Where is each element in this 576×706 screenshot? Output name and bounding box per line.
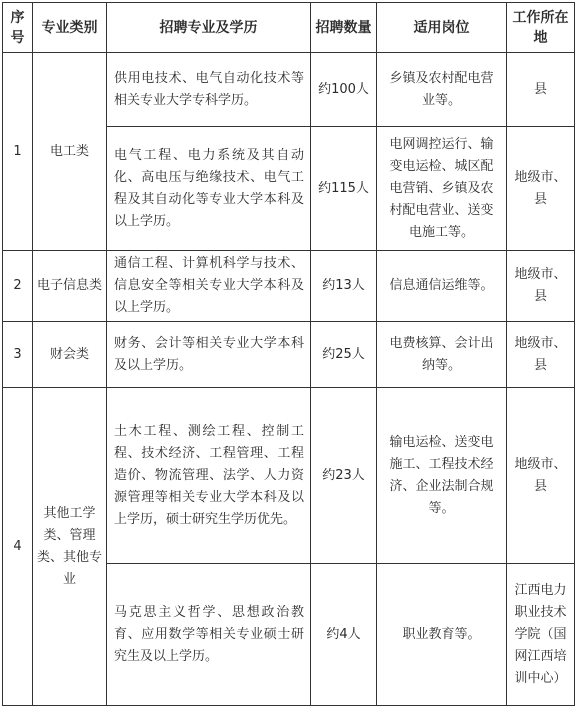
header-row bbox=[3, 3, 575, 53]
row-seq: 3 bbox=[3, 322, 33, 388]
header-seq: 序号 bbox=[3, 3, 33, 53]
row-seq: 4 bbox=[3, 388, 33, 706]
row-major: 财务、会计等相关专业大学本科及以上学历。 bbox=[107, 322, 311, 388]
row-position: 职业教育等。 bbox=[377, 564, 507, 706]
row-count: 约115人 bbox=[311, 127, 377, 251]
row-major: 土木工程、测绘工程、控制工程、技术经济、工程管理、工程造价、物流管理、法学、人力资源管理等相关专业大学本科及以上学历，硕士研究生学历优先。 bbox=[107, 388, 311, 564]
row-location: 江西电力职业技术学院（国网江西培训中心） bbox=[507, 564, 575, 706]
row-location: 地级市、县 bbox=[507, 251, 575, 322]
table-row bbox=[3, 322, 575, 388]
header-major: 招聘专业及学历 bbox=[107, 3, 311, 53]
row-position: 乡镇及农村配电营业等。 bbox=[377, 53, 507, 127]
row-major: 供用电技术、电气自动化技术等相关专业大学专科学历。 bbox=[107, 53, 311, 127]
row-category: 其他工学类、管理类、其他专业 bbox=[33, 388, 107, 706]
recruitment-table bbox=[2, 2, 575, 706]
header-position: 适用岗位 bbox=[377, 3, 507, 53]
row-major: 马克思主义哲学、思想政治教育、应用数学等相关专业硕士研究生及以上学历。 bbox=[107, 564, 311, 706]
row-major: 通信工程、计算机科学与技术、信息安全等相关专业大学本科及以上学历。 bbox=[107, 251, 311, 322]
row-seq: 1 bbox=[3, 53, 33, 251]
row-count: 约100人 bbox=[311, 53, 377, 127]
row-location: 地级市、县 bbox=[507, 127, 575, 251]
row-location: 县 bbox=[507, 53, 575, 127]
header-category: 专业类别 bbox=[33, 3, 107, 53]
row-count: 约25人 bbox=[311, 322, 377, 388]
header-location: 工作所在地 bbox=[507, 3, 575, 53]
row-position: 信息通信运维等。 bbox=[377, 251, 507, 322]
table-row bbox=[3, 251, 575, 322]
row-count: 约13人 bbox=[311, 251, 377, 322]
row-count: 约4人 bbox=[311, 564, 377, 706]
row-major: 电气工程、电力系统及其自动化、高电压与绝缘技术、电气工程及其自动化等专业大学本科及以上学历。 bbox=[107, 127, 311, 251]
row-category: 财会类 bbox=[33, 322, 107, 388]
header-count: 招聘数量 bbox=[311, 3, 377, 53]
row-position: 电费核算、会计出纳等。 bbox=[377, 322, 507, 388]
row-position: 输电运检、送变电施工、工程技术经济、企业法制合规等。 bbox=[377, 388, 507, 564]
row-category: 电子信息类 bbox=[33, 251, 107, 322]
row-category: 电工类 bbox=[33, 53, 107, 251]
row-location: 地级市、县 bbox=[507, 322, 575, 388]
row-seq: 2 bbox=[3, 251, 33, 322]
row-count: 约23人 bbox=[311, 388, 377, 564]
table-row bbox=[3, 53, 575, 127]
table-row bbox=[3, 388, 575, 564]
row-position: 电网调控运行、输变电运检、城区配电营销、乡镇及农村配电营业、送变电施工等。 bbox=[377, 127, 507, 251]
row-location: 地级市、县 bbox=[507, 388, 575, 564]
